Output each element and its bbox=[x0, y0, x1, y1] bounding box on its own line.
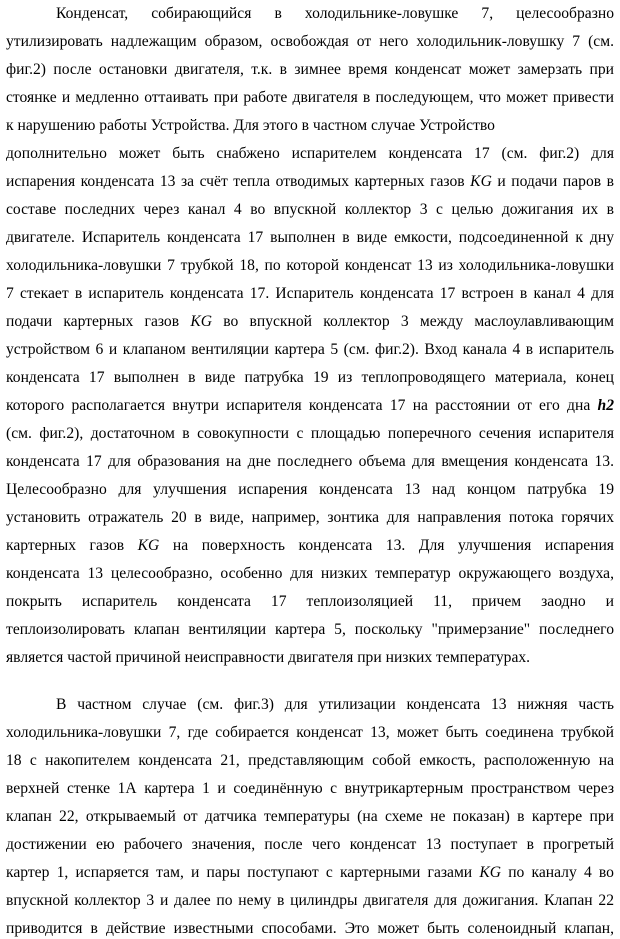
italic-symbol: KG bbox=[190, 313, 212, 330]
p1-line-1: Конденсат, собирающийся в холодильнике-ловушке 7, целесообразно bbox=[56, 5, 614, 22]
p2-line-4: верхней стенке 1А картера 1 и соединённую с внутрикартерным пространством через bbox=[6, 780, 614, 797]
p1-line-4: стоянке и медленно оттаивать при работе двигателя в последующем, что может привести bbox=[6, 89, 614, 106]
p2-line-3: 18 с накопителем конденсата 21, представляющим собой емкость, расположенную на bbox=[6, 752, 614, 769]
p2-line-8: впускной коллектор 3 и далее по нему в цилиндры двигателя для дожигания. Клапан 22 bbox=[6, 892, 614, 909]
p1-line-2: утилизировать надлежащим образом, освобождая от него холодильник-ловушку 7 (см. bbox=[6, 33, 614, 50]
p1-line-16: (см. фиг.2), достаточном в совокупности с площадью поперечного сечения испарителя bbox=[6, 425, 614, 442]
p2-line-5: клапан 22, открываемый от датчика температуры (на схеме не показан) в картере при bbox=[6, 808, 614, 825]
p1-line-14: конденсата 17 выполнен в виде патрубка 19 из теплопроводящего материала, конец bbox=[6, 369, 614, 386]
p2-line-2: холодильника-ловушки 7, где собирается конденсат 13, может быть соединена трубкой bbox=[6, 724, 614, 741]
p1-line-12-text: подачи картерных газов KG во впускной коллектор 3 между маслоулавливающим bbox=[6, 313, 615, 330]
p1-line-20-text: картерных газов KG на поверхность конденсата 13. Для улучшения испарения bbox=[6, 537, 614, 554]
p1-line-19: установить отражатель 20 в виде, например, зонтика для направления потока горячих bbox=[6, 509, 614, 526]
p1-line-20 bbox=[6, 536, 614, 556]
italic-symbol: KG bbox=[470, 173, 492, 190]
p1-line-23: теплоизолировать клапан вентиляции картера 5, поскольку "примерзание" последнего bbox=[6, 621, 614, 638]
p1-line-5: к нарушению работы Устройства. Для этого в частном случае Устройство bbox=[6, 117, 495, 134]
italic-symbol: KG bbox=[137, 537, 160, 554]
p1-line-17: конденсата 17 для образования на дне последнего объема для вмещения конденсата 13. bbox=[6, 453, 614, 470]
p1-line-21: конденсата 13 целесообразно, особенно для низких температур окружающего воздуха, bbox=[6, 565, 614, 582]
p1-line-7-text: испарения конденсата 13 за счёт тепла отводимых картерных газов KG и подачи паров в bbox=[6, 173, 614, 190]
p1-line-12 bbox=[6, 312, 614, 332]
p1-line-18: Целесообразно для улучшения испарения конденсата 13 над концом патрубка 19 bbox=[6, 481, 614, 498]
p2-line-7-text: картер 1, испаряется там, и пары поступают с картерными газами KG по каналу 4 во bbox=[6, 864, 614, 881]
p1-line-22: покрыть испаритель конденсата 17 теплоизоляцией 11, причем заодно и bbox=[6, 593, 614, 610]
p2-line-1: В частном случае (см. фиг.3) для утилизации конденсата 13 нижняя часть bbox=[56, 696, 614, 713]
p1-line-7 bbox=[6, 172, 614, 192]
p1-line-3: фиг.2) после остановки двигателя, т.к. в зимнее время конденсат может замерзать при bbox=[6, 61, 614, 78]
p1-line-13: устройством 6 и клапаном вентиляции картера 5 (см. фиг.2). Вход канала 4 в испаритель bbox=[6, 341, 614, 358]
p1-line-10: холодильника-ловушки 7 трубкой 18, по которой конденсат 13 из холодильника-ловушки bbox=[6, 257, 614, 274]
p1-line-24: является частой причиной неисправности двигателя при низких температурах. bbox=[6, 649, 531, 666]
p1-line-15 bbox=[6, 396, 614, 416]
p1-line-8: составе последних через канал 4 во впускной коллектор 3 с целью дожигания их в bbox=[6, 201, 614, 218]
p1-line-11: 7 стекает в испаритель конденсата 17. Испаритель конденсата 17 встроен в канал 4 для bbox=[6, 285, 614, 302]
p1-line-6: дополнительно может быть снабжено испарителем конденсата 17 (см. фиг.2) для bbox=[6, 145, 614, 162]
italic-symbol: KG bbox=[479, 864, 502, 881]
bold-symbol: h2 bbox=[597, 397, 614, 414]
p2-line-7 bbox=[6, 863, 614, 883]
p2-line-6: достижении ею рабочего значения, после чего конденсат 13 поступает в прогретый bbox=[6, 836, 614, 853]
p1-line-9: двигателе. Испаритель конденсата 17 выполнен в виде емкости, подсоединенной к дну bbox=[6, 229, 614, 246]
p1-line-15-text: которого располагается внутри испарителя конденсата 17 на расстоянии от его дна h2 bbox=[6, 397, 614, 414]
p2-line-9: приводится в действие известными способами. Это может быть соленоидный клапан, bbox=[6, 920, 614, 937]
